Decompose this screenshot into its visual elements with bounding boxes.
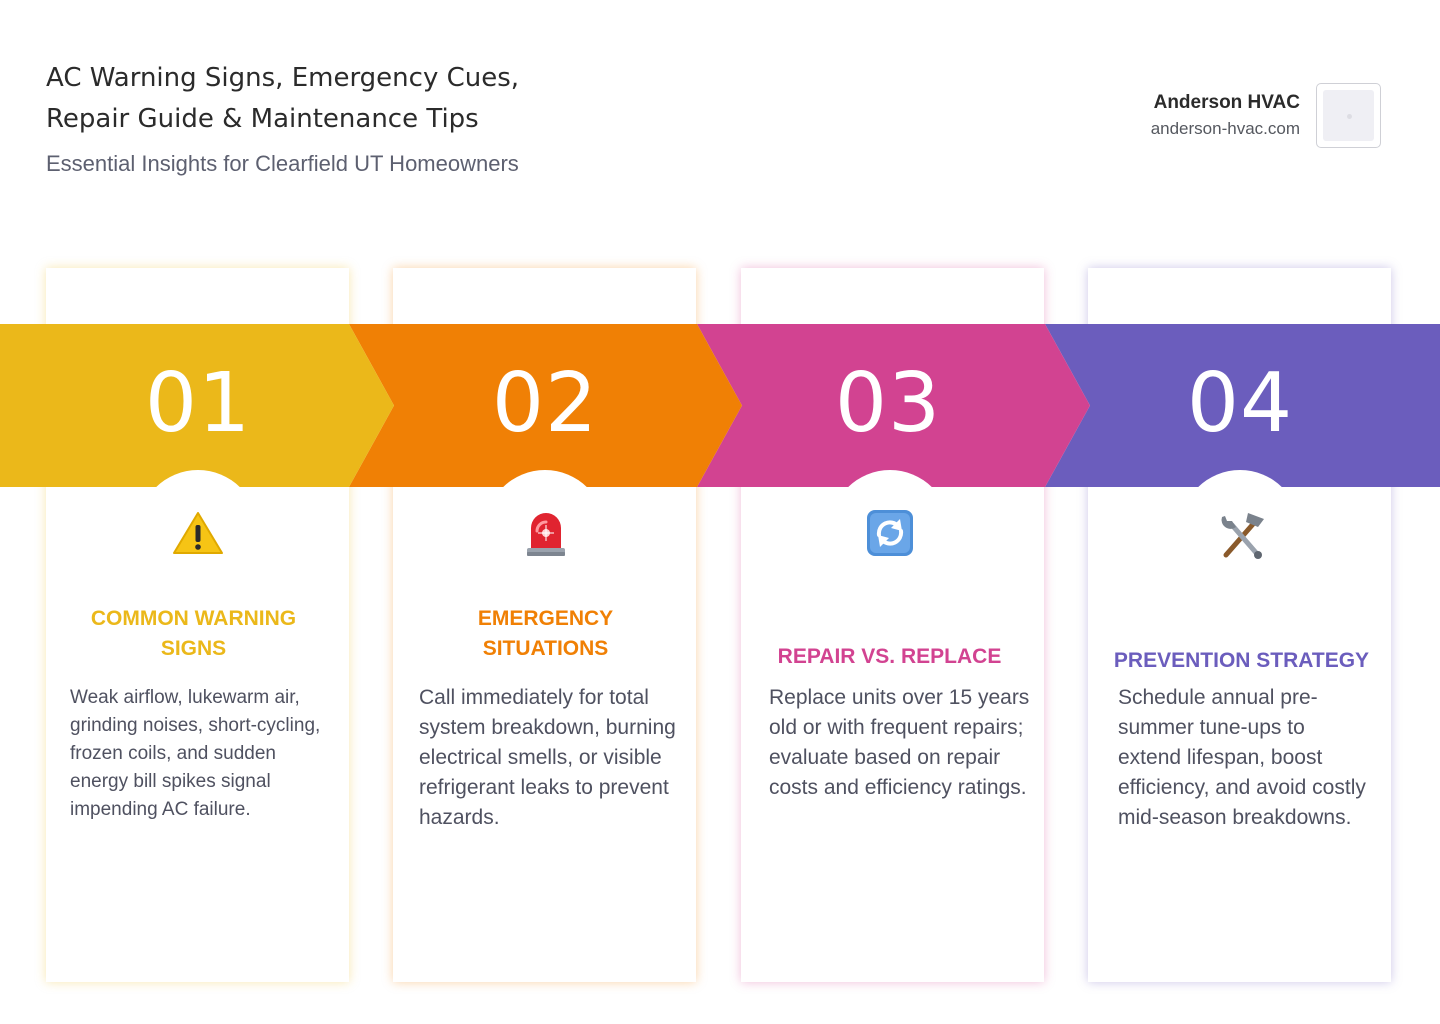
step-title-1 [42,604,345,664]
siren-icon [516,503,576,563]
step-body-2: Call immediately for total system breakdown, burning electrical smells, or visible refrigerant leaks to prevent hazards. [419,686,676,829]
page-title [46,58,666,140]
page-title-line-2: Repair Guide & Maintenance Tips [46,104,479,134]
step-title-2 [394,604,697,664]
step-number-2: 02 [491,356,599,451]
brand-logo [1316,83,1381,148]
brand-block [1151,90,1300,142]
brand-name: Anderson HVAC [1153,92,1300,113]
step-title-1-line-2: SIGNS [160,637,227,660]
refresh-icon [860,503,920,563]
step-body-3: Replace units over 15 years old or with frequent repairs; evaluate based on repair costs and efficiency ratings. [769,686,1030,799]
step-body-1: Weak airflow, lukewarm air, grinding noises, short-cycling, frozen coils, and sudden energy bill spikes signal impending AC failure. [70,687,321,820]
step-number-1: 01 [144,356,252,451]
warning-icon [168,503,228,563]
step-title-4-line-1: PREVENTION STRATEGY [1113,649,1370,672]
step-title-2-line-2: SITUATIONS [482,637,609,660]
brand-url[interactable]: anderson-hvac.com [1150,119,1300,138]
step-number-3: 03 [834,356,942,451]
step-title-4 [1090,646,1393,676]
step-title-3 [738,642,1041,672]
page-subtitle: Essential Insights for Clearfield UT Homeowners [46,151,519,176]
step-number-4: 04 [1186,356,1294,451]
tools-icon [1212,505,1272,565]
step-title-1-line-1: COMMON WARNING [90,607,297,630]
step-title-3-line-1: REPAIR VS. REPLACE [777,645,1002,668]
page-title-line-1: AC Warning Signs, Emergency Cues, [46,63,520,93]
step-title-2-line-1: EMERGENCY [477,607,614,630]
step-body-4: Schedule annual pre-summer tune-ups to extend lifespan, boost efficiency, and avoid costly mid-season breakdowns. [1118,686,1366,829]
